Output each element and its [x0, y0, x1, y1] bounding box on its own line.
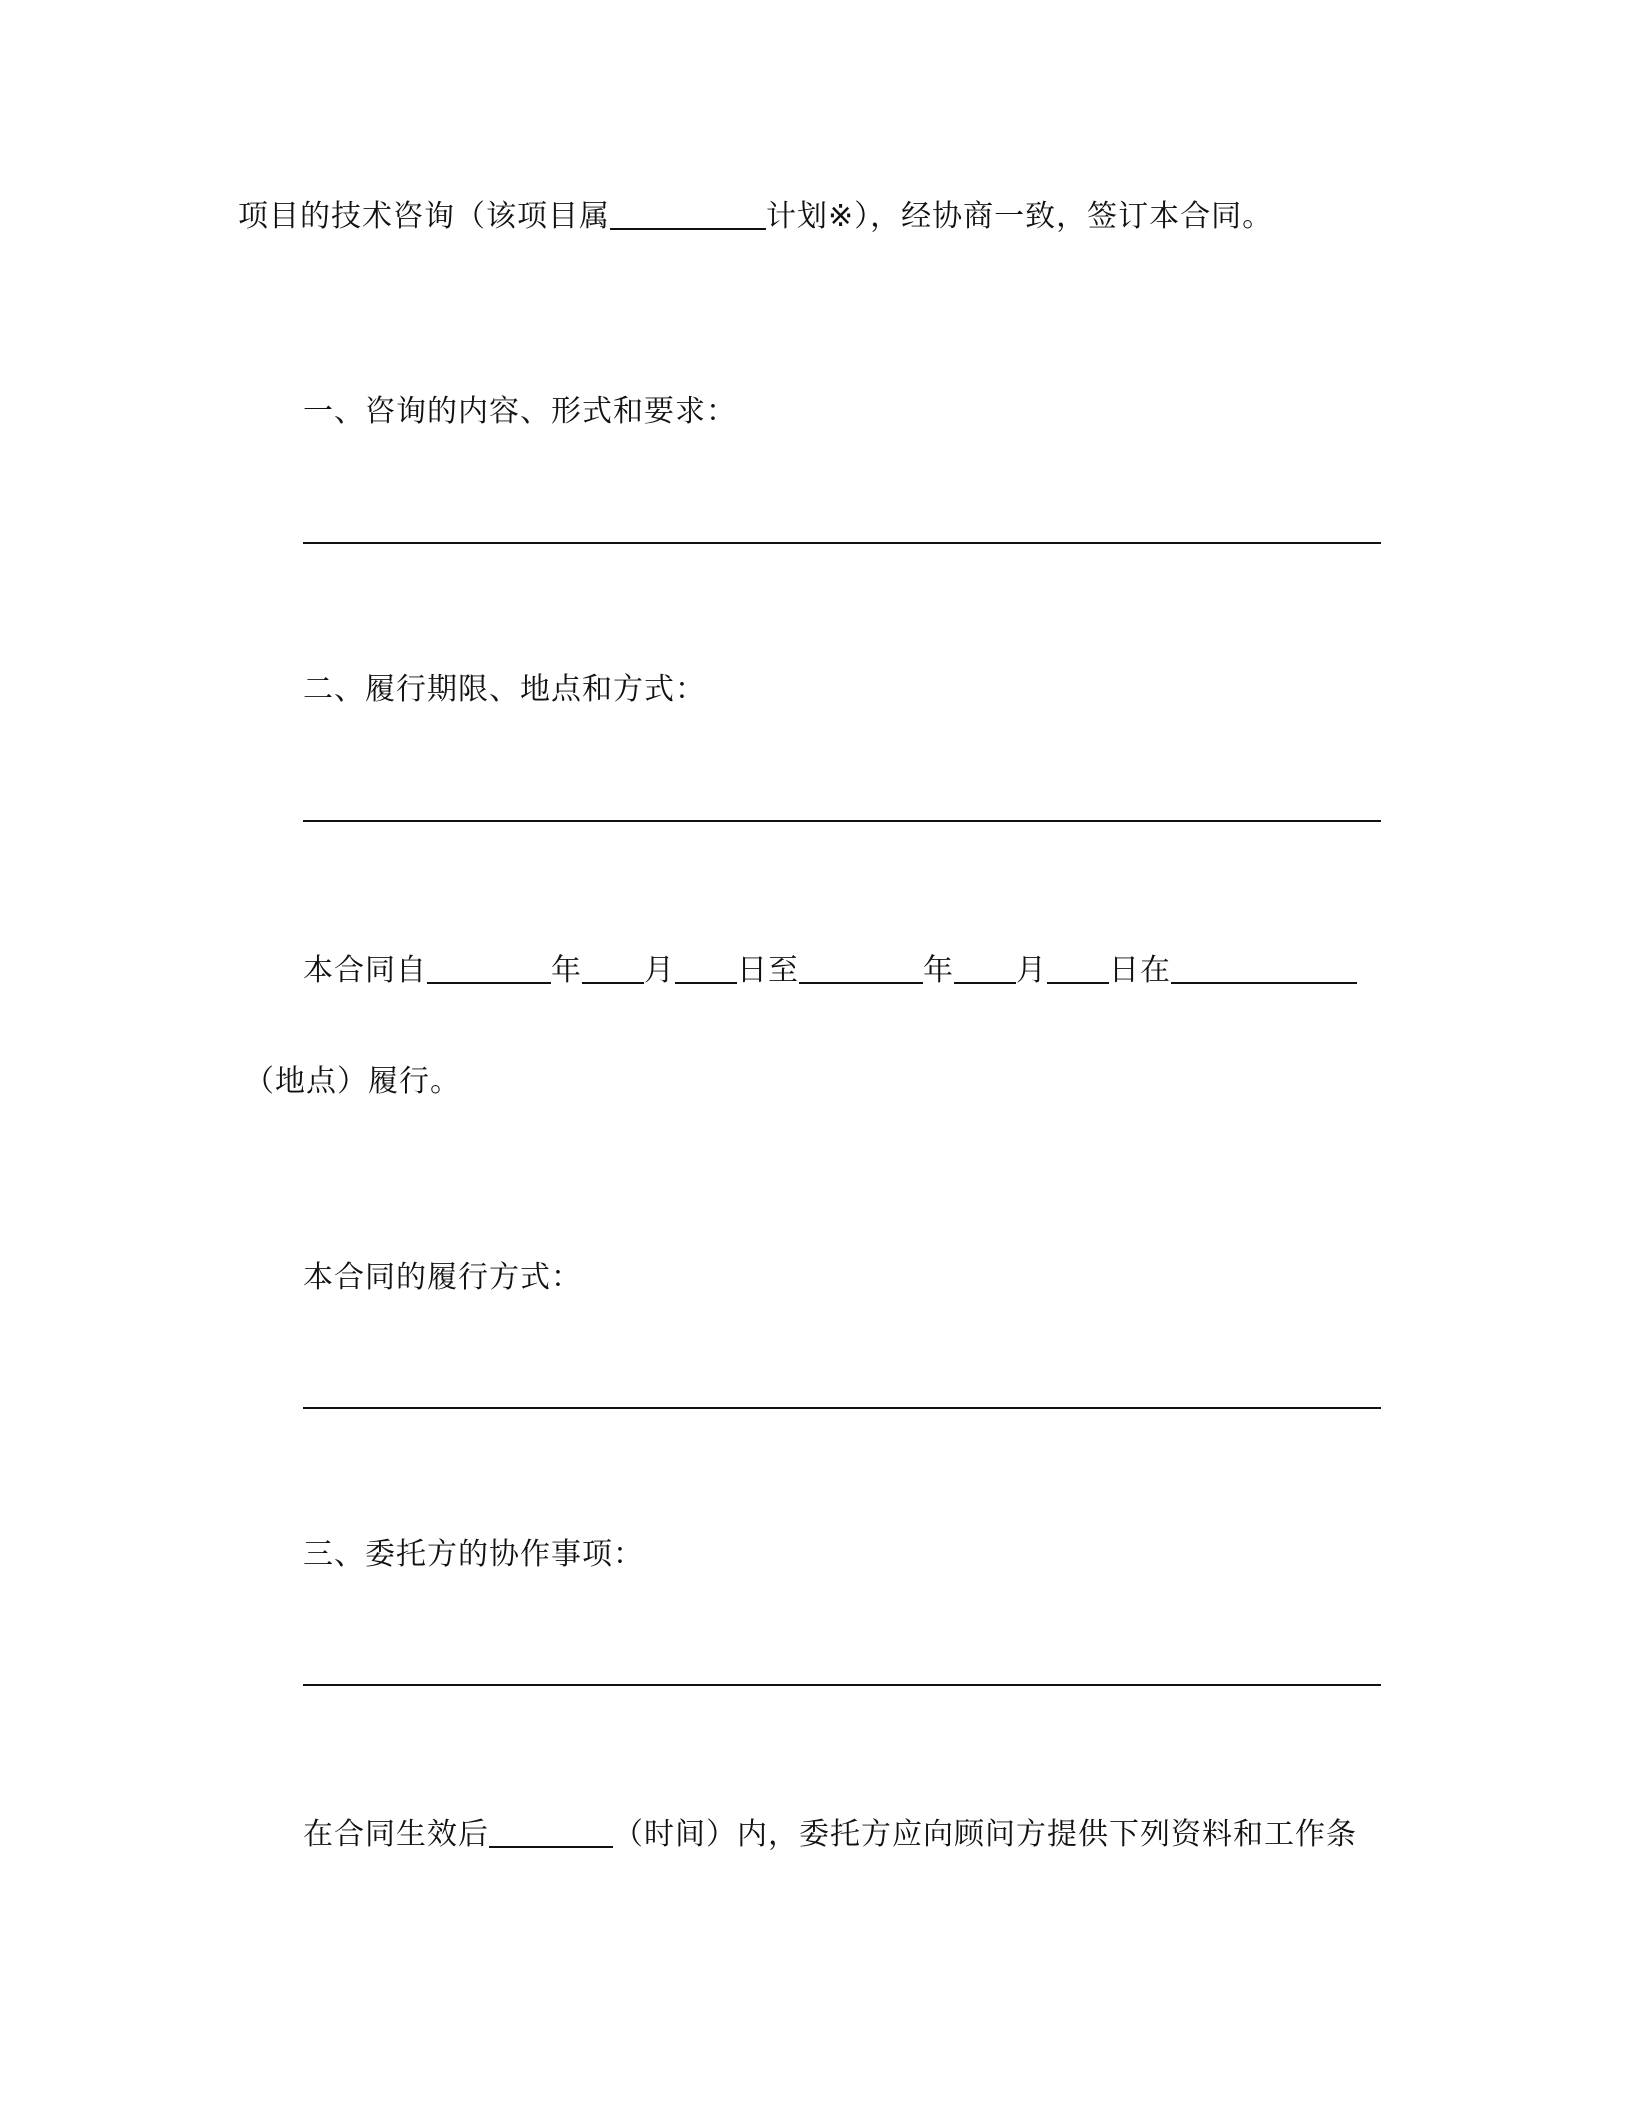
end-month-blank[interactable]	[954, 948, 1016, 984]
intro-line	[238, 194, 1273, 237]
period-day-to: 日至	[737, 953, 799, 988]
cooperation-text-1: 在合同生效后	[303, 1817, 489, 1852]
cooperation-text-2: （时间）内，委托方应向顾问方提供下列资料和工作条	[613, 1817, 1357, 1852]
period-year-1: 年	[551, 953, 582, 988]
period-year-2: 年	[923, 953, 954, 988]
start-year-blank[interactable]	[427, 948, 551, 984]
period-day-at: 日在	[1109, 953, 1171, 988]
period-text-start: 本合同自	[303, 953, 427, 988]
place-blank[interactable]	[1171, 948, 1357, 984]
section-2-fill-line[interactable]	[303, 820, 1381, 822]
period-month-2: 月	[1016, 953, 1047, 988]
intro-text-1: 项目的技术咨询（该项目属	[238, 199, 610, 234]
start-month-blank[interactable]	[582, 948, 644, 984]
period-line	[303, 948, 1357, 991]
start-day-blank[interactable]	[675, 948, 737, 984]
cooperation-sentence	[303, 1812, 1357, 1855]
section-1-fill-line[interactable]	[303, 542, 1381, 544]
intro-text-2: 计划※），经协商一致，签订本合同。	[766, 199, 1274, 234]
period-month-1: 月	[644, 953, 675, 988]
method-label: 本合同的履行方式：	[303, 1260, 582, 1295]
end-year-blank[interactable]	[799, 948, 923, 984]
place-suffix: （地点）履行。	[244, 1064, 461, 1099]
end-day-blank[interactable]	[1047, 948, 1109, 984]
section-2-heading: 二、履行期限、地点和方式：	[303, 672, 706, 707]
time-blank[interactable]	[489, 1812, 613, 1848]
section-1-heading: 一、咨询的内容、形式和要求：	[303, 394, 737, 429]
section-3-heading: 三、委托方的协作事项：	[303, 1537, 644, 1572]
plan-blank[interactable]	[610, 194, 766, 230]
section-3-fill-line[interactable]	[303, 1684, 1381, 1686]
method-fill-line[interactable]	[303, 1407, 1381, 1409]
